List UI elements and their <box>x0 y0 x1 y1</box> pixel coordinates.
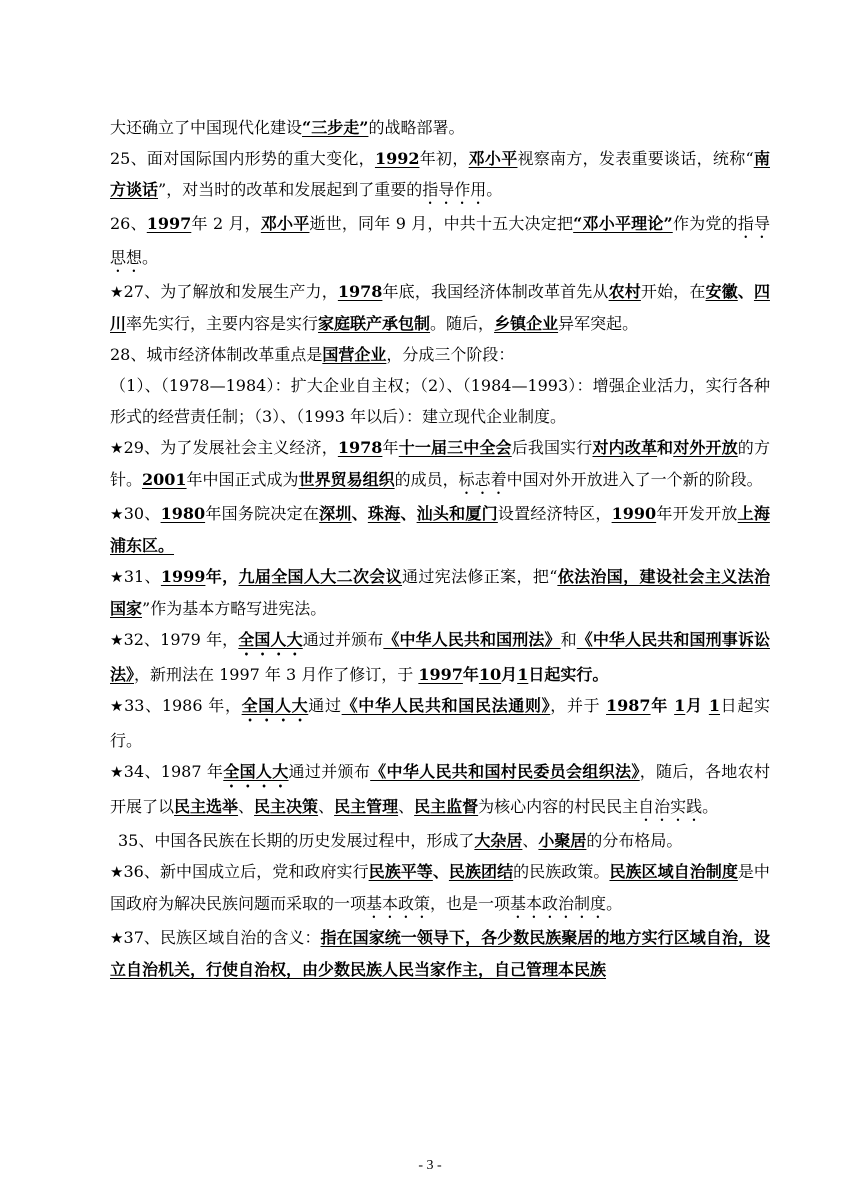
key-term: “三步走” <box>302 118 369 137</box>
text: 日起实行。 <box>110 696 770 750</box>
text: 是中国政府为解决民族问题而采取的一项 <box>110 862 770 913</box>
text: 32、1979 年， <box>123 630 239 649</box>
key-term: 《中华人民共和国刑事诉讼法》 <box>110 630 770 684</box>
text: 年底，我国经济体制改革首先从 <box>382 282 609 301</box>
paragraph-25 <box>110 143 770 208</box>
key-day: 1 <box>517 665 529 684</box>
key-term: 全国人大 <box>241 696 309 715</box>
text: ，随后，各地农村开展了以 <box>110 762 770 816</box>
star-icon: ★ <box>110 763 124 781</box>
text: 的战略部署。 <box>368 118 465 137</box>
text: 作为党的 <box>672 214 738 233</box>
text: 通过并颁布 <box>288 762 371 781</box>
paragraph-24-tail <box>110 112 770 143</box>
text: 、 <box>522 831 539 850</box>
document-page <box>110 112 770 985</box>
text: 视察南方，发表重要谈话，统称“ <box>517 149 754 168</box>
key-term: 对外开放 <box>673 438 738 457</box>
text: ，也是一项 <box>430 894 511 913</box>
key-year: 1987 <box>606 696 651 715</box>
key-term: 上海浦东区。 <box>110 504 770 555</box>
text: 日起实行。 <box>528 665 609 684</box>
text: 、 <box>398 797 415 816</box>
text: 后我国实行 <box>511 438 593 457</box>
emphasis-text: 基本政治制度 <box>510 894 607 913</box>
key-year: 1997 <box>146 214 192 233</box>
text: 、 <box>318 797 335 816</box>
key-term: 邓小平 <box>468 149 518 168</box>
text: 年 2 月， <box>191 214 261 233</box>
paragraph-29 <box>110 432 770 498</box>
text: 年开发开放 <box>656 504 738 523</box>
star-icon: ★ <box>110 283 124 301</box>
paragraph-33 <box>110 690 770 756</box>
star-icon: ★ <box>110 439 124 457</box>
key-term: 农村 <box>608 282 641 301</box>
key-year: 1992 <box>374 149 420 168</box>
text: 33、1986 年， <box>124 696 242 715</box>
text: 的民族政策。 <box>513 862 610 881</box>
emphasis-text: 自治实践 <box>638 797 703 816</box>
key-term: 《中华人民共和国刑法》 <box>383 630 561 649</box>
paragraph-36 <box>110 856 770 922</box>
key-month: 10 <box>478 665 502 684</box>
text: 年国务院决定在 <box>205 504 320 523</box>
key-term: 乡镇企业 <box>494 314 559 333</box>
text: 中国对外开放进入了一个新的阶段。 <box>506 470 763 489</box>
key-term: 珠海 <box>367 504 401 523</box>
key-year: 1997 <box>418 665 463 684</box>
key-year: 1978 <box>337 282 383 301</box>
key-term: 全国人大 <box>238 630 303 649</box>
text: 年 <box>650 696 675 715</box>
text: ”，对当时的改革和发展起到了重要的 <box>158 180 423 199</box>
key-definition: 指在国家统一领导下，各少数民族聚居的地方实行区域自治，设立自治机关，行使自治权，由少数民族人民当家作主，自己管理本民族 <box>110 928 770 979</box>
text: 月 <box>685 696 709 715</box>
text: ”作为基本方略写进宪法。 <box>142 599 327 618</box>
text: 设置经济特区， <box>497 504 612 523</box>
key-term: 深圳 <box>319 504 352 523</box>
text: 31、 <box>123 567 161 586</box>
text: 。 <box>702 797 719 816</box>
star-icon: ★ <box>110 505 124 523</box>
key-term: 民主选举 <box>174 797 239 816</box>
emphasis-text: 指导作用 <box>422 180 487 199</box>
text: 和 <box>657 438 674 457</box>
text: 年初， <box>419 149 469 168</box>
text: 开始，在 <box>640 282 706 301</box>
text: 年中国正式成为 <box>186 470 299 489</box>
text: 26、 <box>110 214 147 233</box>
key-term: 民族团结 <box>448 862 514 881</box>
text: 。随后， <box>430 314 495 333</box>
text: 通过 <box>308 696 342 715</box>
key-month: 1 <box>674 696 686 715</box>
key-year: 1990 <box>611 504 657 523</box>
paragraph-27 <box>110 276 770 339</box>
paragraph-26 <box>110 208 770 276</box>
key-year: 2001 <box>142 470 187 489</box>
key-term: 对内改革 <box>592 438 658 457</box>
key-year: 1978 <box>337 438 383 457</box>
paragraph-32 <box>110 624 770 690</box>
star-icon: ★ <box>110 697 125 715</box>
text: 逝世，同年 9 月，中共十五大决定把 <box>309 214 574 233</box>
key-term: 大杂居 <box>474 831 523 850</box>
paragraph-28 <box>110 339 770 370</box>
key-term: 民主监督 <box>414 797 479 816</box>
key-year: 1980 <box>160 504 206 523</box>
paragraph-31 <box>110 561 770 624</box>
text: 、 <box>400 504 417 523</box>
text: 、 <box>351 504 368 523</box>
text: 34、1987 年 <box>123 762 224 781</box>
text: ，并于 <box>550 696 607 715</box>
key-term: 邓小平 <box>260 214 310 233</box>
star-icon: ★ <box>110 929 124 947</box>
text: ，新刑法在 1997 年 3 月作了修订，于 <box>134 665 419 684</box>
text: 年 <box>462 665 479 684</box>
paragraph-37 <box>110 922 770 985</box>
text: 大还确立了中国现代化建设 <box>110 118 303 137</box>
text: 通过宪法修正案，把“ <box>402 567 558 586</box>
key-term: 世界贸易组织 <box>298 470 395 489</box>
emphasis-text: 标志着 <box>458 470 507 489</box>
text: 异军突起。 <box>558 314 639 333</box>
paragraph-30 <box>110 498 770 561</box>
emphasis-text: 基本政策 <box>366 894 431 913</box>
text: 29、为了发展社会主义经济， <box>123 438 338 457</box>
text: 、 <box>737 282 754 301</box>
key-term: 民主管理 <box>334 797 399 816</box>
text: ，分成三个阶段： <box>386 345 515 364</box>
text: 的方针。 <box>110 438 770 489</box>
text: 月 <box>501 665 518 684</box>
text: 和 <box>560 630 577 649</box>
text: 25、面对国际国内形势的重大变化， <box>110 149 375 168</box>
text: 的成员， <box>394 470 459 489</box>
key-term: 《中华人民共和国村民委员会组织法》 <box>370 762 640 781</box>
text: 、 <box>432 862 449 881</box>
key-term: 《中华人民共和国民法通则》 <box>341 696 551 715</box>
key-term: 民族区域自治制度 <box>609 862 738 881</box>
text: 37、民族区域自治的含义： <box>123 928 321 947</box>
key-term: 汕头和厦门 <box>416 504 498 523</box>
text: （1）、（1978—1984）：扩大企业自主权；（2）、（1984—1993）：增强企业活力，实行各种形式的经营责任制；（3）、（1993 年以后）：建立现代企业制度。 <box>110 376 770 426</box>
text: 。 <box>486 180 503 199</box>
paragraph-34 <box>110 756 770 825</box>
star-icon: ★ <box>110 631 124 649</box>
text: 年， <box>205 567 239 586</box>
text: 的分布格局。 <box>586 831 683 850</box>
text: 36、新中国成立后，党和政府实行 <box>123 862 369 881</box>
star-icon: ★ <box>110 568 124 586</box>
key-term: 安徽 <box>705 282 738 301</box>
page-number: - 3 - <box>418 1158 442 1173</box>
text: 30、 <box>123 504 161 523</box>
key-term: 民族平等 <box>368 862 433 881</box>
key-term: 四川 <box>110 282 770 333</box>
key-term: 全国人大 <box>223 762 289 781</box>
key-term: “邓小平理论” <box>573 214 673 233</box>
text: 28、城市经济体制改革重点是 <box>110 345 323 364</box>
key-year: 1999 <box>160 567 206 586</box>
paragraph-28-stages <box>110 370 770 432</box>
key-term: 家庭联产承包制 <box>318 314 431 333</box>
text: 。 <box>606 894 623 913</box>
text: 年 <box>382 438 399 457</box>
text: 通过并颁布 <box>302 630 384 649</box>
paragraph-35 <box>110 825 770 856</box>
text: 率先实行，主要内容是实行 <box>126 314 319 333</box>
key-term: 民主决策 <box>254 797 319 816</box>
key-term: 依法治国，建设社会主义法治国家 <box>110 567 770 618</box>
text: 35、中国各民族在长期的历史发展过程中，形成了 <box>118 831 475 850</box>
key-day: 1 <box>708 696 720 715</box>
text: 为核心内容的村民民主 <box>478 797 639 816</box>
key-term: 南方谈话 <box>110 149 770 199</box>
text: 、 <box>238 797 255 816</box>
key-term: 国营企业 <box>322 345 387 364</box>
text: 27、为了解放和发展生产力， <box>123 282 338 301</box>
emphasis-text: 指导思想 <box>110 214 770 267</box>
key-term: 十一届三中全会 <box>398 438 512 457</box>
key-term: 小聚居 <box>538 831 587 850</box>
star-icon: ★ <box>110 863 124 881</box>
text: 。 <box>142 248 159 267</box>
key-term: 九届全国人大二次会议 <box>238 567 403 586</box>
